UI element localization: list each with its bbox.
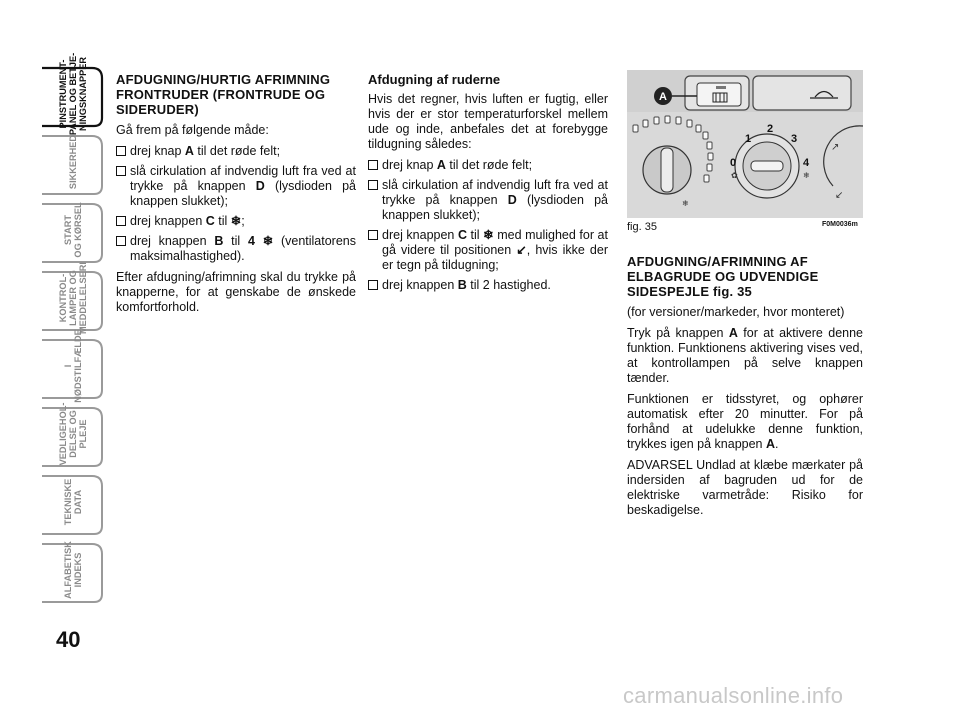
steps-list [368,158,608,293]
page-number: 40 [56,627,81,652]
checkbox-bullet-icon [368,230,378,240]
heading-rear-defrost: AFDUGNING/AFRIMNING AF ELBAGRUDE OG UDVENDIGE SIDESPEJLE fig. 35 [627,254,819,299]
checkbox-bullet-icon [116,166,126,176]
checkbox-bullet-icon [116,236,126,246]
warning-paragraph: ADVARSEL Undlad at klæbe mærkater på indersiden af bagruden ud for de elektriske varmetråde: Risiko for beskadigelse. [627,458,863,517]
paragraph-1: Tryk på knappen A for at aktivere denne funktion. Funktionens aktivering vises ved, at kontrollampen på selve knappen tænder. [627,326,863,385]
checkbox-bullet-icon [368,180,378,190]
svg-text:↗: ↗ [831,142,840,153]
sidebar-tab-4[interactable] [40,262,106,334]
svg-text:3: 3 [791,133,798,145]
checkbox-bullet-icon [116,146,126,156]
climate-panel-illustration [627,70,863,218]
figure-code: F0M0036m [822,221,858,228]
sidebar-tab-label: START OG KØRSEL [63,202,83,258]
figure-35-climate-panel [627,70,863,218]
label-a: A [659,91,667,103]
figure-caption: fig. 35 [627,221,657,233]
list-item: drej knappen C til ❄ med mulighed for at gå videre til positionen ↙, hvis ikke der er tegn på tildugning; [368,228,608,273]
list-item: drej knap A til det røde felt; [368,158,608,173]
sidebar-tab-5[interactable] [40,329,106,403]
svg-text:0: 0 [730,157,737,169]
sidebar-tab-1[interactable] [40,52,106,136]
column-defog [368,72,608,299]
note-text: (for versioner/markeder, hvor monteret) [627,305,845,319]
sidebar-tab-label: SIKKERHED [68,134,78,190]
svg-text:↙: ↙ [835,190,844,201]
svg-text:1: 1 [745,133,752,145]
column-defrost-fast [116,72,356,321]
svg-text:❄: ❄ [803,171,810,180]
sidebar-tab-label: KONTROL- LAMPER OG MEDDELELSERI [58,262,88,334]
sidebar-tab-6[interactable] [40,402,106,466]
sidebar-tab-7[interactable] [40,470,106,534]
checkbox-bullet-icon [368,160,378,170]
svg-text:4: 4 [803,157,810,169]
sidebar-tab-label: I NØDSTILFÆLDE [63,329,83,403]
sidebar-tab-label: ALFABETISK INDEKS [63,541,83,599]
intro-text: Gå frem på følgende måde: [116,123,269,137]
heading-defog: Afdugning af ruderne [368,72,501,87]
list-item: drej knappen C til ❄; [116,214,356,229]
sidebar-tab-8[interactable] [40,538,106,602]
sidebar-tab-2[interactable] [40,130,106,194]
intro-text: Hvis det regner, hvis luften er fugtig, eller hvis der er stor temperaturforskel mellem ude og inde, anbefales det at forebygge tildugning således: [368,92,608,151]
svg-text:✿: ✿ [731,171,738,180]
sidebar-tab-3[interactable] [40,198,106,262]
checkbox-bullet-icon [368,280,378,290]
heading-fast-defrost: AFDUGNING/HURTIG AFRIMNING FRONTRUDER (FRONTRUDE OG SIDERUDER) [116,72,331,117]
list-item: slå cirkulation af indvendig luft fra ved at trykke på knappen D (lysdioden på knappen slukket); [116,164,356,209]
sidebar-tab-label: VEDLIGEHOL- DELSE OG PLEJE [58,402,88,466]
column-rear-defrost [627,254,863,524]
list-item: drej knap A til det røde felt; [116,144,356,159]
sidebar-tab-label: PINSTRUMENT- PANEL OG BETJE- NINGSKNAPPER [58,52,88,136]
sidebar-tab-label: TEKNISKE DATA [63,478,83,526]
watermark: carmanualsonline.info [623,683,844,708]
svg-text:2: 2 [767,123,774,135]
paragraph-2: Funktionen er tidsstyret, og ophører automatisk efter 20 minutter. For på forhånd at udelukke denne funktion, trykkes igen på knappen A. [627,392,863,451]
steps-list [116,144,356,264]
svg-text:❄: ❄ [682,199,689,208]
checkbox-bullet-icon [116,216,126,226]
list-item: drej knappen B til 2 hastighed. [368,278,608,293]
list-item: drej knappen B til 4 ❄ (ventilatorens maksimalhastighed). [116,234,356,264]
list-item: slå cirkulation af indvendig luft fra ved at trykke på knappen D (lysdioden på knappen slukket); [368,178,608,223]
outro-text: Efter afdugning/afrimning skal du trykke på knapperne, for at genskabe de ønskede komfortforhold. [116,270,356,314]
